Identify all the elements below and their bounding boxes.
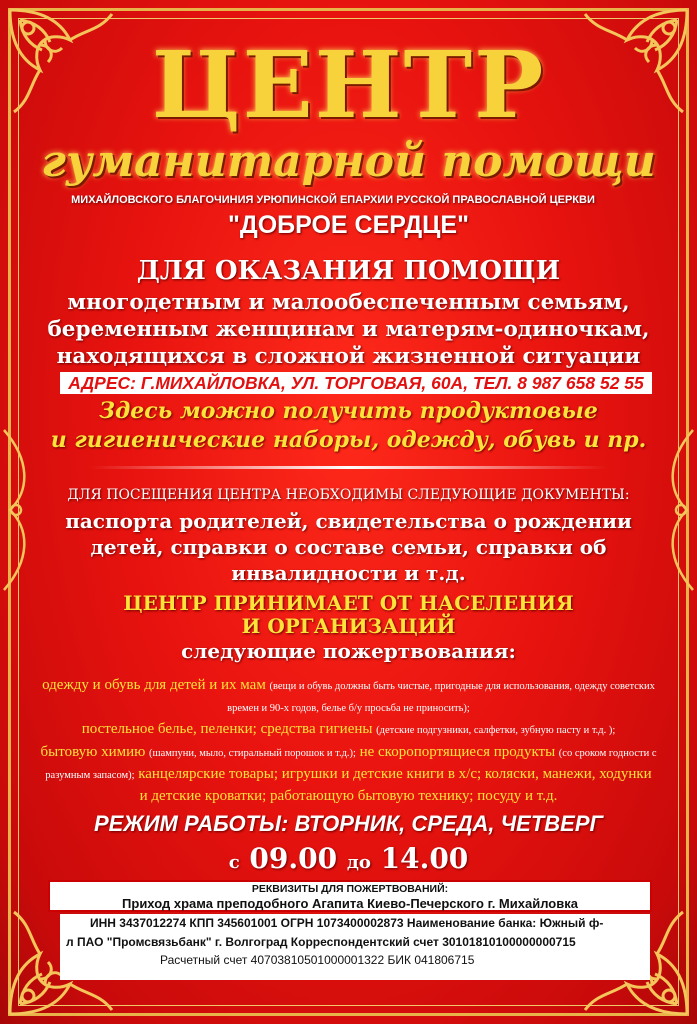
documents-heading: ДЛЯ ПОСЕЩЕНИЯ ЦЕНТРА НЕОБХОДИМЫ СЛЕДУЮЩИЕ ДОКУМЕНТЫ: [67, 487, 630, 503]
main-title: ЦЕНТР [151, 31, 546, 139]
from-word: с [228, 852, 240, 873]
accepts-heading: И ОРГАНИЗАЦИЙ [241, 614, 456, 638]
schedule-days: РЕЖИМ РАБОТЫ: ВТОРНИК, СРЕДА, ЧЕТВЕРГ [93, 811, 604, 836]
divider [90, 466, 607, 469]
bank-line: Расчетный счет 40703810501000001322 БИК 041806715 [160, 953, 475, 967]
requisites-recipient: Приход храма преподобного Агапита Киево-Печерского г. Михайловка [122, 896, 578, 911]
bank-line: л ПАО "Промсвязьбанк" г. Волгоград Корреспондентский счет 30101810100000000715 [66, 934, 576, 949]
documents-line: паспорта родителей, свидетельства о рождении [65, 509, 632, 533]
donation-note: (детские подгузники, салфетки, зубную пасту и т.д. ); [376, 725, 616, 737]
accepts-heading: ЦЕНТР ПРИНИМАЕТ ОТ НАСЕЛЕНИЯ [123, 591, 574, 615]
from-time: 09.00 [249, 842, 338, 875]
schedule-hours [0, 842, 697, 880]
center-name: "ДОБРОЕ СЕРДЦЕ" [228, 211, 469, 239]
subtitle: гуманитарной помощи [41, 136, 656, 187]
org-line: МИХАЙЛОВСКОГО БЛАГОЧИНИЯ УРЮПИНСКОЙ ЕПАРХИИ РУССКОЙ ПРАВОСЛАВНОЙ ЦЕРКВИ [71, 194, 595, 206]
donation-note: (вещи и обувь должны быть чистые, пригодные для использования, одежду советских времен и 90-х годов, белье б/у просьба не приносить); [227, 681, 655, 715]
purpose-line: находящихся в сложной жизненной ситуации [56, 344, 641, 369]
requisites-heading: РЕКВИЗИТЫ ДЛЯ ПОЖЕРТВОВАНИЙ: [251, 883, 449, 895]
to-time: 14.00 [380, 842, 469, 875]
documents-line: инвалидности и т.д. [231, 561, 466, 585]
to-word: до [346, 852, 371, 873]
bank-line: ИНН 3437012274 КПП 345601001 ОГРН 1073400002873 Наименование банка: Южный ф- [90, 916, 604, 930]
donation-item: канцелярские товары; игрушки и детские книги в х/с; коляски, манежи, ходунки и детские кроватки; работающую бытовую технику; посуду и т.д. [138, 765, 652, 805]
donation-note: (шампуни, мыло, стиральный порошок и т.д.); [148, 747, 356, 759]
purpose-line: беременным женщинам и матерям-одиночкам, [47, 317, 650, 342]
offer-line: и гигиенические наборы, одежду, обувь и пр. [50, 427, 647, 453]
accepts-sub: следующие пожертвования: [181, 639, 516, 663]
purpose-heading: ДЛЯ ОКАЗАНИЯ ПОМОЩИ [136, 256, 561, 286]
purpose-line: многодетным и малообеспеченным семьям, [67, 290, 630, 315]
donations-list [40, 675, 657, 807]
address-bar: АДРЕС: Г.МИХАЙЛОВКА, УЛ. ТОРГОВАЯ, 60А, ТЕЛ. 8 987 658 52 55 [60, 372, 652, 394]
donation-note: (со сроком годности с разумным запасом); [45, 747, 657, 781]
offer-line: Здесь можно получить продуктовые [99, 398, 598, 424]
requisites-box [48, 880, 652, 912]
donation-item: одежду и обувь для детей и их мам [42, 677, 266, 693]
donation-item: не скоропортящиеся продукты [359, 743, 556, 760]
documents-line: детей, справки о составе семьи, справки об [90, 535, 607, 559]
donation-item: постельное белье, пеленки; средства гигиены [81, 721, 373, 738]
donation-item: бытовую химию [40, 743, 146, 760]
bank-details [60, 914, 650, 980]
